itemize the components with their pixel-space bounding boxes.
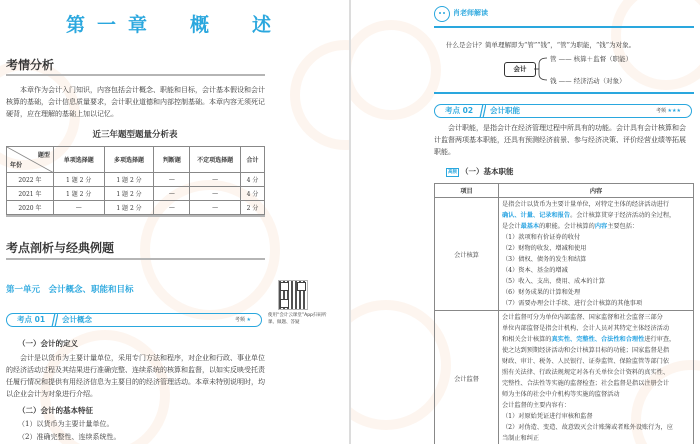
freq-label: 考频 bbox=[234, 317, 245, 323]
table-cell: — bbox=[190, 173, 241, 187]
content-text: 。会计核算贯穿于经济活动的全过程， bbox=[570, 212, 676, 219]
unit-title: 第一单元 会计概念、职能和目标 bbox=[6, 285, 134, 295]
highlighted-term: 确认、计量、记录和报告 bbox=[502, 212, 571, 219]
teacher-face-icon bbox=[434, 6, 450, 22]
teacher-question: 什么是会计？简单理解即为“管”“钱”，“管”为职能，“钱”为对象。 bbox=[446, 41, 636, 49]
item-cell: 会计核算 bbox=[435, 198, 499, 311]
item-cell: 会计监督 bbox=[435, 311, 499, 444]
section-divider bbox=[6, 74, 265, 76]
content-line: 照有关法律、行政法规规定对各有关单位会计资料的真实性、 bbox=[502, 369, 670, 376]
content-line bbox=[502, 334, 690, 345]
table-cell: 4 分 bbox=[241, 173, 265, 187]
column-header: 多项选择题 bbox=[104, 147, 154, 173]
table-cell: 1 题 2 分 bbox=[104, 201, 154, 215]
table-cell: — bbox=[53, 201, 104, 215]
basic-functions-heading bbox=[446, 166, 514, 177]
table-header-row bbox=[435, 184, 694, 198]
column-header: 内容 bbox=[499, 184, 694, 198]
mindmap-bracket bbox=[534, 56, 548, 82]
content-line: （2）财物的收发、增减和使用 bbox=[502, 245, 587, 252]
table-header-row bbox=[7, 147, 265, 173]
double-slash-icon bbox=[477, 104, 486, 118]
content-text: 的职能。会计核算的 bbox=[539, 223, 595, 230]
content-line: 财政、审计、税务、人民银行、证券监管、保险监管等部门依 bbox=[502, 358, 670, 365]
content-line: （5）收入、支出、费用、成本的计算 bbox=[502, 278, 605, 285]
content-text: 和相关会计核算的 bbox=[502, 336, 552, 343]
content-text: 进行审查， bbox=[644, 336, 676, 343]
features-heading: （二）会计的基本特征 bbox=[18, 406, 93, 415]
exam-analysis-paragraph: 本章作为会计入门知识，内容包括会计概念、职能和目标，会计基本假设和会计核算的基础，会计信息质量要求，会计职业道德和内部控制基础。本章内容无须死记硬背，应在理解的基础上加以记忆。 bbox=[6, 86, 265, 118]
year-cell: 2021 年 bbox=[7, 187, 54, 201]
section-divider bbox=[6, 258, 265, 260]
highlighted-term: 内容 bbox=[594, 223, 608, 230]
column-header: 单项选择题 bbox=[53, 147, 104, 173]
mindmap-branch: 管 —— 核算＋监督（职能） bbox=[550, 55, 633, 63]
kp-frequency bbox=[656, 105, 681, 117]
section-divider bbox=[434, 92, 694, 94]
content-cell bbox=[499, 311, 694, 444]
content-line: 完整性、合法性等实施的监督检查；社会监督是指以注册会计 bbox=[502, 380, 670, 387]
content-line: （3）债权、债务的发生和结算 bbox=[502, 256, 587, 263]
left-page bbox=[0, 0, 349, 444]
table-row bbox=[435, 198, 694, 311]
kp-name: 会计职能 bbox=[490, 106, 520, 115]
content-line bbox=[502, 210, 690, 221]
right-page bbox=[351, 0, 700, 444]
table-cell: — bbox=[154, 201, 190, 215]
table-row bbox=[435, 311, 694, 444]
content-line: 单位内部监督是指会计机构、会计人员对其特定主体经济活动 bbox=[502, 325, 670, 332]
table-cell: 1 题 2 分 bbox=[104, 173, 154, 187]
double-slash-icon bbox=[49, 313, 58, 327]
table-cell: 1 题 2 分 bbox=[53, 187, 104, 201]
table-corner-cell bbox=[7, 147, 54, 173]
mindmap-branch: 钱 —— 经济活动（对象） bbox=[550, 77, 626, 85]
section-divider bbox=[6, 215, 265, 217]
functions-intro-paragraph: 会计职能，是指会计在经济管理过程中所具有的功能。会计具有会计核算和会计监督两项基本职能，还具有预测经济前景、参与经济决策、评价经营业绩等拓展职能。 bbox=[434, 124, 686, 156]
content-line: 会计监督可分为单位内部监督、国家监督和社会监督三部分 bbox=[502, 314, 663, 321]
freq-stars: ★★★ bbox=[667, 108, 681, 114]
freq-label: 考频 bbox=[655, 108, 666, 114]
watermark bbox=[351, 20, 441, 120]
content-text: 主要包括： bbox=[607, 223, 639, 230]
content-line: 使之达到预期经济活动和会计核算目标的功能；国家监督是指 bbox=[502, 347, 670, 354]
feature-item: （1）以货币为主要计量单位。 bbox=[18, 420, 114, 428]
highlighted-term: 最基本 bbox=[520, 223, 540, 230]
basic-functions-title: （一）基本职能 bbox=[461, 167, 514, 176]
table-cell: — bbox=[190, 187, 241, 201]
question-table-title: 近三年题型题量分析表 bbox=[92, 130, 178, 140]
qr-code[interactable] bbox=[278, 280, 308, 310]
qr-finder bbox=[280, 282, 289, 291]
column-header: 项目 bbox=[435, 184, 499, 198]
table-row bbox=[7, 187, 265, 201]
content-line: （1）款项和有价证券的收付 bbox=[502, 234, 581, 241]
analysis-heading: 考点剖析与经典例题 bbox=[6, 241, 115, 255]
chapter-title: 第一章 概 述 bbox=[65, 14, 283, 36]
content-line: 是指会计以货币为主要计量单位，对特定主体的经济活动进行 bbox=[502, 201, 670, 208]
content-line: （2）对伪造、变造、故意毁灭会计账簿或者账外设账行为，应 bbox=[502, 424, 673, 431]
feature-item: （2）准确完整性、连续系统性。 bbox=[18, 433, 121, 441]
functions-table bbox=[434, 183, 694, 444]
freq-stars: ★ bbox=[246, 317, 251, 323]
high-frequency-badge: 高频 bbox=[448, 169, 457, 175]
content-line: 师为主体的社会中介机构等实施的监督活动 bbox=[502, 391, 620, 398]
content-line: 当制止和纠正 bbox=[502, 435, 540, 442]
content-line: （1）对原始凭证进行审核和监督 bbox=[502, 413, 593, 420]
kp-frequency bbox=[235, 314, 251, 326]
table-cell: 4 分 bbox=[241, 187, 265, 201]
table-cell: — bbox=[154, 173, 190, 187]
content-cell bbox=[499, 198, 694, 311]
exam-analysis-heading: 考情分析 bbox=[6, 58, 55, 72]
corner-bottom-label: 年份 bbox=[10, 162, 23, 169]
table-cell: 2 分 bbox=[241, 201, 265, 215]
column-header: 不定项选择题 bbox=[190, 147, 241, 173]
table-row bbox=[7, 173, 265, 187]
qr-finder bbox=[297, 282, 306, 291]
content-line: （4）资本、基金的增减 bbox=[502, 267, 568, 274]
content-line: （6）财务成果的计算和处理 bbox=[502, 289, 581, 296]
mindmap-root: 会计 bbox=[504, 62, 536, 77]
content-line bbox=[502, 221, 690, 232]
qr-caption: 使用“会计云课堂”App扫码听课、做题、答疑 bbox=[268, 313, 327, 325]
year-cell: 2022 年 bbox=[7, 173, 54, 187]
question-analysis-table bbox=[6, 146, 265, 215]
teacher-label: 肖老师解读 bbox=[453, 8, 488, 17]
column-header: 合计 bbox=[241, 147, 265, 173]
table-cell: 1 题 2 分 bbox=[104, 187, 154, 201]
qr-finder bbox=[280, 299, 289, 308]
corner-top-label: 题型 bbox=[37, 152, 50, 159]
kp01-banner bbox=[6, 313, 262, 327]
kp02-banner bbox=[434, 104, 692, 118]
highlighted-term: 真实性、完整性、合法性和合理性 bbox=[551, 336, 645, 343]
table-cell: — bbox=[154, 187, 190, 201]
definition-paragraph: 会计是以货币为主要计量单位，采用专门方法和程序，对企业和行政、事业单位的经济活动过程及其结果进行准确完整、连续系统的核算和监督，以如实反映受托责任履行情况和提供有用经济信息为主要目的的经济管理活动。本章未特别说明时，均以企业会计为对象进行介绍。 bbox=[6, 354, 265, 398]
table-cell: 1 题 2 分 bbox=[53, 173, 104, 187]
section-divider bbox=[434, 26, 694, 28]
content-text: 是会计 bbox=[502, 223, 521, 230]
kp-name: 会计概念 bbox=[62, 315, 92, 324]
kp-number: 考点 01 bbox=[17, 315, 46, 324]
column-header: 判断题 bbox=[154, 147, 190, 173]
definition-heading: （一）会计的定义 bbox=[18, 339, 78, 348]
year-cell: 2020 年 bbox=[7, 201, 54, 215]
table-row bbox=[7, 201, 265, 215]
watermark bbox=[290, 40, 349, 150]
kp-number: 考点 02 bbox=[445, 106, 474, 115]
table-cell: — bbox=[190, 201, 241, 215]
content-line: （7）需要办理会计手续、进行会计核算的其他事项 bbox=[502, 300, 643, 307]
content-line: 会计监督的主要内容有： bbox=[502, 402, 571, 409]
